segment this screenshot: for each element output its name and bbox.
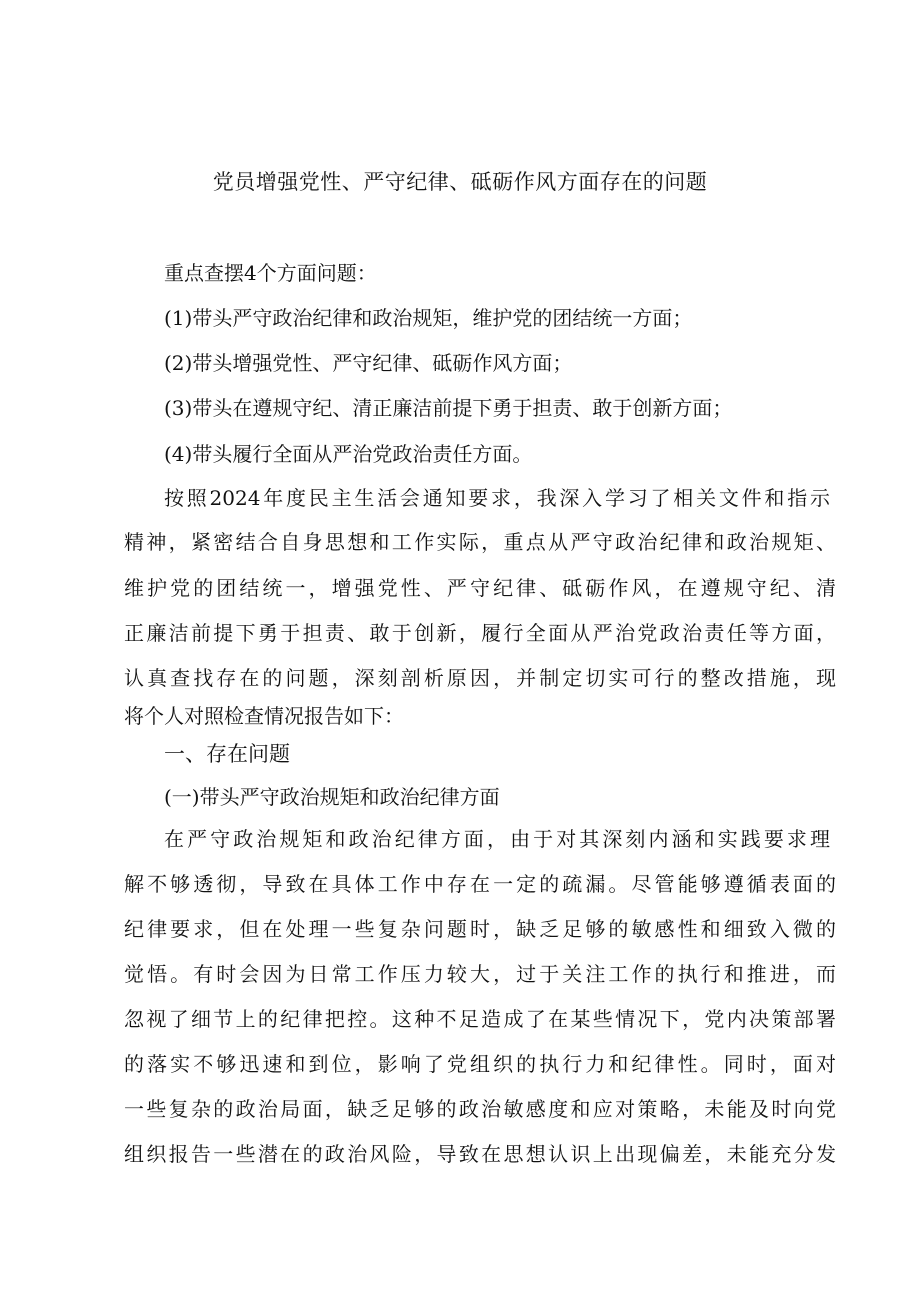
paragraph-1-line: 正廉洁前提下勇于担责、敢于创新，履行全面从严治党政治责任等方面，: [124, 621, 836, 645]
document-title: 党员增强党性、严守纪律、砥砺作风方面存在的问题: [212, 170, 708, 194]
paragraph-1-line: 维护党的团结统一，增强党性、严守纪律、砥砺作风，在遵规守纪、清: [124, 576, 836, 600]
paragraph-2-line: 解不够透彻，导致在具体工作中存在一定的疏漏。尽管能够遵循表面的: [124, 872, 836, 896]
paragraph-2-line: 在严守政治规矩和政治纪律方面，由于对其深刻内涵和实践要求理: [164, 827, 830, 851]
paragraph-2-line: 一些复杂的政治局面，缺乏足够的政治敏感度和应对策略，未能及时向党: [124, 1097, 836, 1121]
paragraph-1-line: 将个人对照检查情况报告如下：: [124, 704, 404, 728]
list-item: (2)带头增强党性、严守纪律、砥砺作风方面；: [164, 351, 573, 375]
paragraph-2-line: 的落实不够迅速和到位，影响了党组织的执行力和纪律性。同时，面对: [124, 1052, 836, 1076]
list-item: (4)带头履行全面从严治党政治责任方面。: [164, 442, 533, 466]
subsection-heading: (一)带头严守政治规矩和政治纪律方面: [164, 785, 500, 809]
paragraph-2-line: 组织报告一些潜在的政治风险，导致在思想认识上出现偏差，未能充分发: [124, 1142, 836, 1166]
paragraph-1-line: 认真查找存在的问题，深刻剖析原因，并制定切实可行的整改措施，现: [124, 666, 836, 690]
intro-heading: 重点查摆4个方面问题：: [164, 261, 377, 285]
list-item: (1)带头严守政治纪律和政治规矩，维护党的团结统一方面；: [164, 306, 693, 330]
section-heading: 一、存在问题: [164, 742, 290, 766]
paragraph-2-line: 觉悟。有时会因为日常工作压力较大，过于关注工作的执行和推进，而: [124, 962, 836, 986]
paragraph-2-line: 纪律要求，但在处理一些复杂问题时，缺乏足够的敏感性和细致入微的: [124, 917, 836, 941]
paragraph-2-line: 忽视了细节上的纪律把控。这种不足造成了在某些情况下，党内决策部署: [124, 1007, 836, 1031]
paragraph-1-line: 按照2024年度民主生活会通知要求，我深入学习了相关文件和指示: [164, 486, 830, 510]
list-item: (3)带头在遵规守纪、清正廉洁前提下勇于担责、敢于创新方面；: [164, 396, 733, 420]
paragraph-1-line: 精神，紧密结合自身思想和工作实际，重点从严守政治纪律和政治规矩、: [124, 530, 836, 554]
